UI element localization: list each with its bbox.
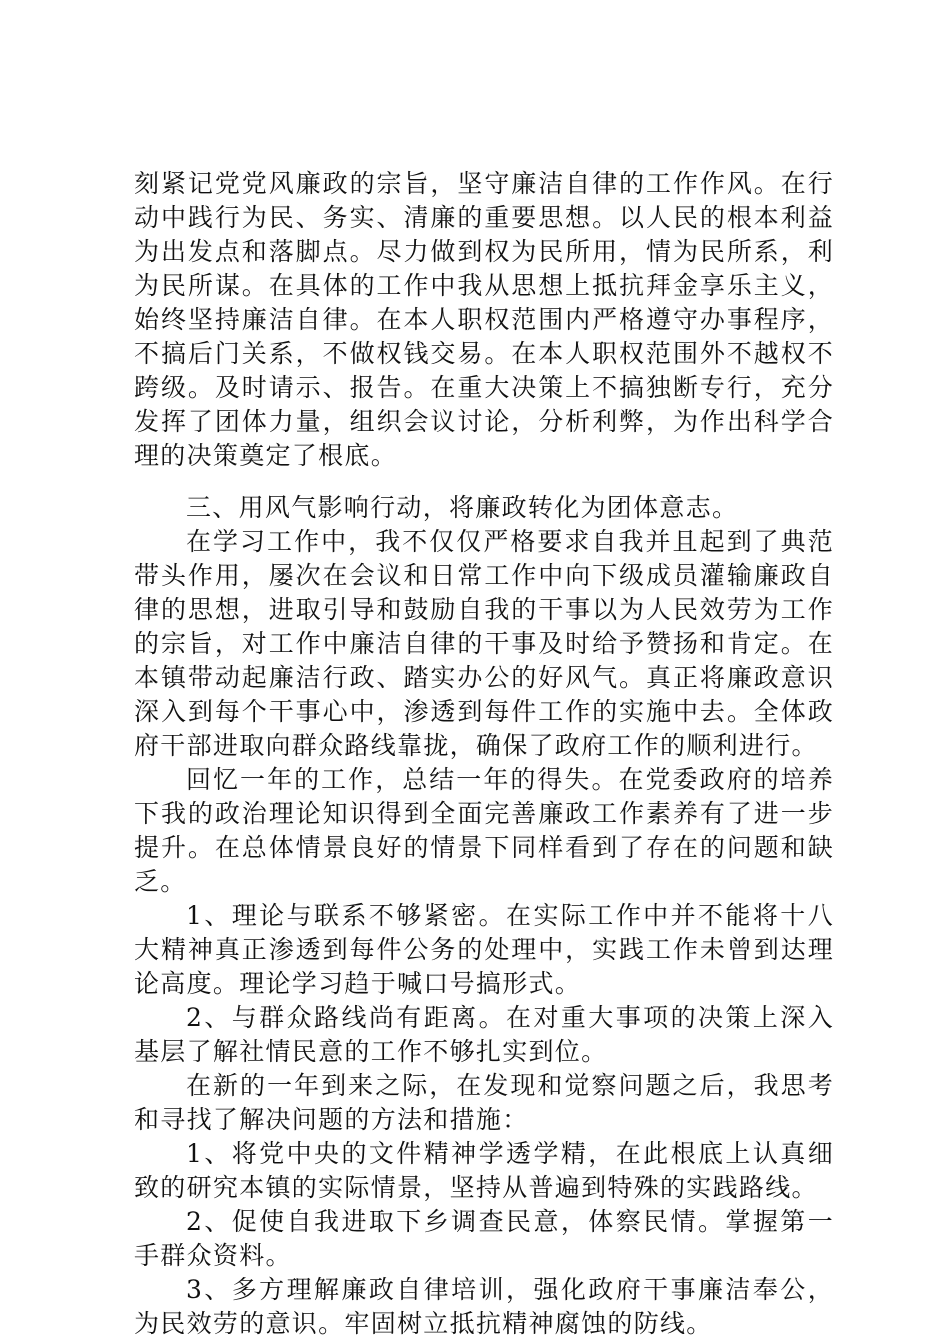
measure-item-3: 3、多方理解廉政自律培训，强化政府干事廉洁奉公，为民效劳的意识。牢固树立抵抗精神腐蚀的防线。 [134, 1275, 834, 1338]
document-body [134, 167, 834, 1341]
problem-item-1: 1、理论与联系不够紧密。在实际工作中并不能将十八大精神真正渗透到每件公务的处理中，实践工作未曾到达理论高度。理论学习趋于喊口号搞形式。 [134, 901, 834, 998]
measure-item-1: 1、将党中央的文件精神学透学精，在此根底上认真细致的研究本镇的实际情景，坚持从普遍到特殊的实践路线。 [134, 1139, 834, 1202]
paragraph-measures-intro: 在新的一年到来之际，在发现和觉察问题之后，我思考和寻找了解决问题的方法和措施： [134, 1071, 834, 1134]
problem-item-2: 2、与群众路线尚有距离。在对重大事项的决策上深入基层了解社情民意的工作不够扎实到位。 [134, 1003, 834, 1066]
paragraph-team-influence: 在学习工作中，我不仅仅严格要求自我并且起到了典范带头作用，屡次在会议和日常工作中向下级成员灌输廉政自律的思想，进取引导和鼓励自我的干事以为人民效劳为工作的宗旨，对工作中廉洁自律的干事及时给予赞扬和肯定。在本镇带动起廉洁行政、踏实办公的好风气。真正将廉政意识深入到每个干事心中，渗透到每件工作的实施中去。全体政府干部进取向群众路线靠拢，确保了政府工作的顺利进行。 [134, 527, 834, 760]
section-heading-three: 三、用风气影响行动，将廉政转化为团体意志。 [186, 493, 739, 522]
measure-item-2: 2、促使自我进取下乡调查民意，体察民情。掌握第一手群众资料。 [134, 1207, 834, 1270]
paragraph-continuation: 刻紧记党党风廉政的宗旨，坚守廉洁自律的工作作风。在行动中践行为民、务实、清廉的重要思想。以人民的根本利益为出发点和落脚点。尽力做到权为民所用，情为民所系，利为民所谋。在具体的工作中我从思想上抵抗拜金享乐主义，始终坚持廉洁自律。在本人职权范围内严格遵守办事程序，不搞后门关系，不做权钱交易。在本人职权范围外不越权不跨级。及时请示、报告。在重大决策上不搞独断专行，充分发挥了团体力量，组织会议讨论，分析利弊，为作出科学合理的决策奠定了根底。 [134, 169, 834, 470]
paragraph-annual-review: 回忆一年的工作，总结一年的得失。在党委政府的培养下我的政治理论知识得到全面完善廉政工作素养有了进一步提升。在总体情景良好的情景下同样看到了存在的问题和缺乏。 [134, 765, 834, 896]
